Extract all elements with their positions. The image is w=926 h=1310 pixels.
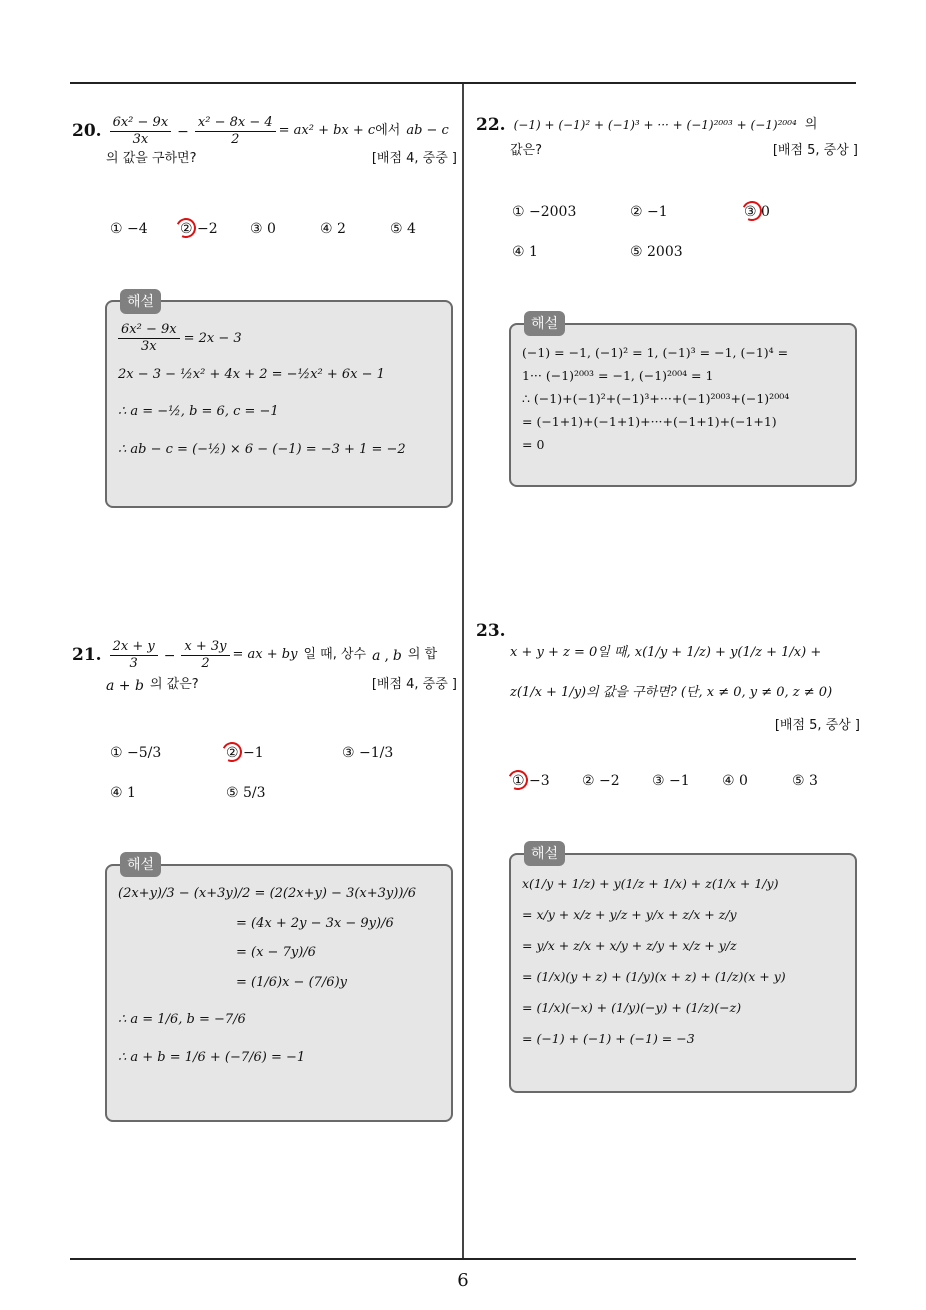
page-number: 6	[457, 1270, 469, 1291]
question-number: 20.	[72, 121, 102, 142]
choice-4[interactable]: ④ 1	[110, 785, 136, 801]
choice-1[interactable]: ① −4	[110, 221, 148, 237]
choice-3[interactable]: ③ 0	[250, 221, 276, 237]
choice-3[interactable]: ③ 0	[744, 204, 770, 220]
choice-4[interactable]: ④ 1	[512, 244, 538, 260]
solution-tag: 해설	[120, 852, 161, 877]
choice-1[interactable]: ① −2003	[512, 204, 577, 220]
question-number: 21.	[72, 645, 102, 666]
difficulty: [배점 5, 중상 ]	[774, 718, 860, 734]
question-21: 21. $\frac{2x + y}{3}$ − $\frac{x + 3y}{2}$ = ax + by 일 때, 상수 a , b 의 합 a + b 의 값은? [배점 4, 중중 ]	[72, 639, 457, 694]
choice-5[interactable]: ⑤ 3	[792, 773, 818, 789]
fraction: $\frac{\text{6x² − 9x}}{3x}$	[110, 116, 172, 148]
fraction: $\frac{x + 3y}{2}$	[181, 640, 229, 672]
question-number: 23.	[476, 621, 506, 641]
choice-2[interactable]: ② −2	[180, 221, 218, 237]
solution-23: x(1/y + 1/z) + y(1/z + 1/x) + z(1/x + 1/y) = x/y + x/z + y/z + y/x + z/x + z/y = y/x + z/x + x/y + z/y + x/z + y/z = (1/x)(y + z) + (1/y)(x + z) + (1/z)(x + y) = (1/x)(−x) + (1/y)(−y) + (1/z)(−z) = (−1) + (−1) + (−1) = −3	[522, 876, 786, 1046]
choice-2[interactable]: ② −1	[226, 745, 264, 761]
question-23: 23. x + y + z = 0일 때, x(1/y + 1/z) + y(1/z + 1/x) + z(1/x + 1/y)의 값을 구하면? (단, x ≠ 0, y ≠ 0, z ≠ 0) [배점 5, 중상 ]	[476, 621, 860, 734]
difficulty: [배점 4, 중중 ]	[371, 677, 457, 693]
solution-21: (2x+y)/3 − (x+3y)/2 = (2(2x+y) − 3(x+3y))/6 = (4x + 2y − 3x − 9y)/6 = (x − 7y)/6 = (1/6)x − (7/6)y ∴ a = 1/6, b = −7/6 ∴ a + b = 1/6 + (−7/6) = −1	[118, 886, 417, 1065]
solution-tag: 해설	[524, 311, 565, 336]
difficulty: [배점 5, 중상 ]	[772, 142, 858, 158]
question-number: 22.	[476, 115, 506, 135]
solution-20: $\frac{\text{6x² − 9x}}{3x}$ = 2x − 3 2x − 3 − ½x² + 4x + 2 = −½x² + 6x − 1 ∴ a = −½, b = 6, c = −1 ∴ ab − c = (−½) × 6 − (−1) = −3 + 1 = −2	[118, 322, 406, 457]
choice-4[interactable]: ④ 2	[320, 221, 346, 237]
question-22: 22. (−1) + (−1)² + (−1)³ + ··· + (−1)²⁰⁰³ + (−1)²⁰⁰⁴ 의 값은? [배점 5, 중상 ]	[476, 115, 858, 158]
question-20: 20. $\frac{\text{6x² − 9x}}{3x}$ − $\frac{\text{x² − 8x − 4}}{2}$ = ax² + bx + c 에서 ab − c 의 값을 구하면? [배점 4, 중중 ]	[72, 115, 457, 166]
choice-5[interactable]: ⑤ 2003	[630, 244, 683, 260]
choice-1[interactable]: ① −5/3	[110, 745, 162, 761]
column-divider	[462, 84, 464, 1260]
choice-4[interactable]: ④ 0	[722, 773, 748, 789]
solution-22: (−1) = −1, (−1)² = 1, (−1)³ = −1, (−1)⁴ = 1··· (−1)²⁰⁰³ = −1, (−1)²⁰⁰⁴ = 1 ∴ (−1)+(−1)²+(−1)³+···+(−1)²⁰⁰³+(−1)²⁰⁰⁴ = (−1+1)+(−1+1)+···+(−1+1)+(−1+1) = 0	[522, 345, 790, 452]
fraction: $\frac{\text{x² − 8x − 4}}{2}$	[195, 116, 276, 148]
choice-3[interactable]: ③ −1/3	[342, 745, 394, 761]
question-text: 의 값을 구하면?	[106, 150, 197, 166]
question-text: 값은?	[510, 142, 543, 158]
solution-tag: 해설	[524, 841, 565, 866]
difficulty: [배점 4, 중중 ]	[371, 150, 457, 166]
choice-2[interactable]: ② −1	[630, 204, 668, 220]
choice-2[interactable]: ② −2	[582, 773, 620, 789]
fraction: $\frac{2x + y}{3}$	[110, 640, 158, 672]
question-text: 의 값은?	[149, 677, 199, 693]
solution-tag: 해설	[120, 289, 161, 314]
choice-3[interactable]: ③ −1	[652, 773, 690, 789]
choice-5[interactable]: ⑤ 4	[390, 221, 416, 237]
bottom-rule	[70, 1258, 856, 1260]
choice-1[interactable]: ① −3	[512, 773, 550, 789]
choice-5[interactable]: ⑤ 5/3	[226, 785, 266, 801]
